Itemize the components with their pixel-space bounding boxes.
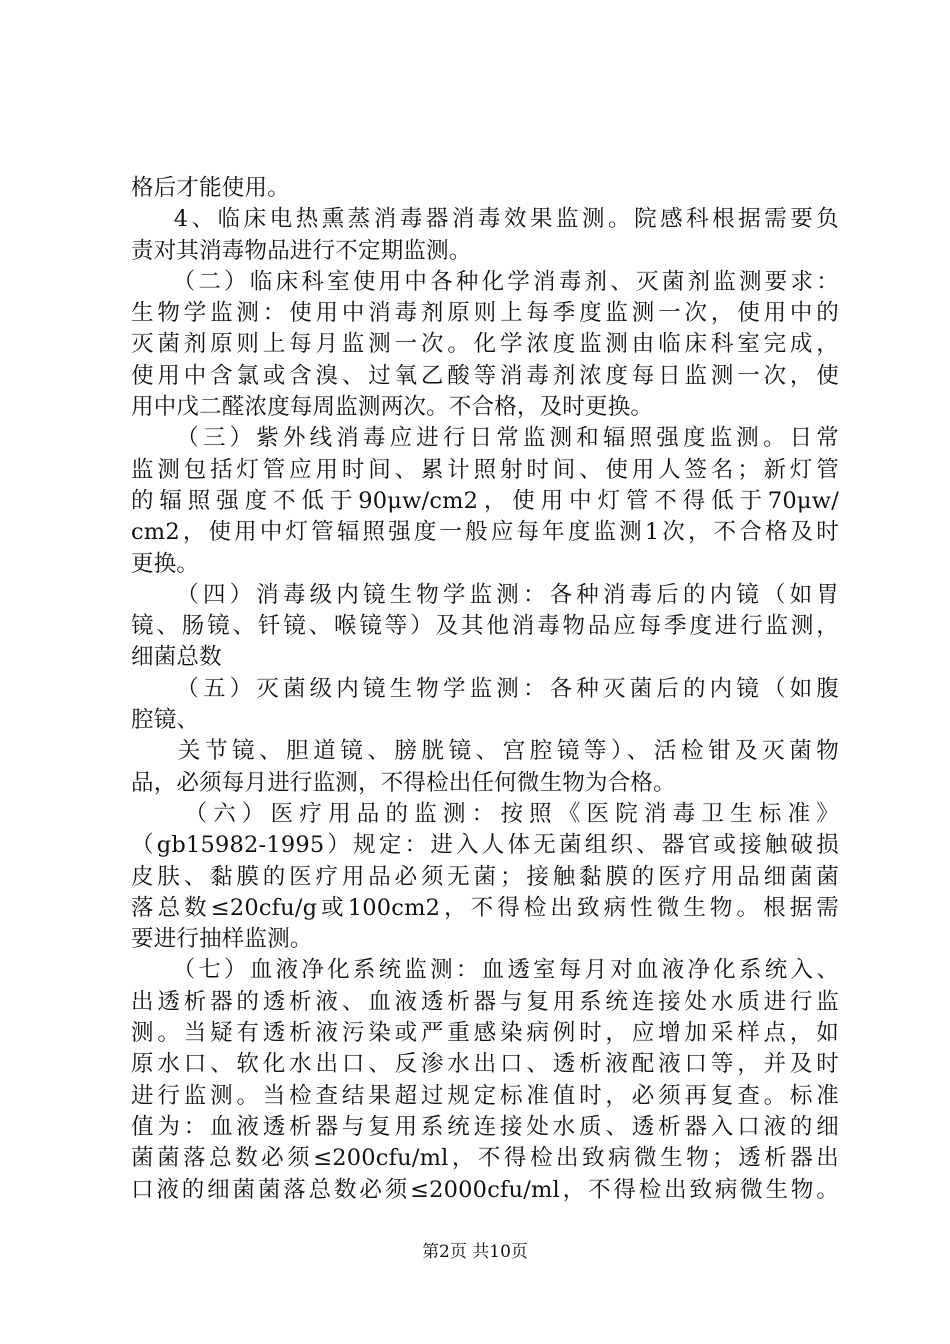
text-line: 皮肤、黏膜的医疗用品必须无菌；接触黏膜的医疗用品细菌菌 — [131, 863, 839, 890]
text-line: 出透析器的透析液、血液透析器与复用系统连接处水质进行监 — [131, 988, 839, 1015]
text-line: 值为：血液透析器与复用系统连接处水质、透析器入口液的细 — [131, 1113, 839, 1140]
text-line: cm2，使用中灯管辐照强度一般应每年度监测1次，不合格及时 — [131, 519, 839, 546]
text-line: 生物学监测：使用中消毒剂原则上每季度监测一次，使用中的 — [131, 300, 839, 327]
text-line: 菌菌落总数必须≤200cfu/ml，不得检出致病微生物；透析器出 — [131, 1145, 839, 1172]
text-line: 4、临床电热熏蒸消毒器消毒效果监测。院感科根据需要负 — [131, 206, 839, 233]
text-line: 腔镜、 — [131, 707, 200, 734]
page-number-footer: 第2页 共10页 — [422, 1242, 528, 1262]
text-line: 使用中含氯或含溴、过氧乙酸等消毒剂浓度每日监测一次，使 — [131, 362, 839, 389]
text-line: 镜、肠镜、钎镜、喉镜等）及其他消毒物品应每季度进行监测， — [131, 613, 839, 640]
text-line: 原水口、软化水出口、反渗水出口、透析液配液口等，并及时 — [131, 1051, 839, 1078]
text-line: 监测包括灯管应用时间、累计照射时间、使用人签名；新灯管 — [131, 456, 839, 483]
text-line: （七）血液净化系统监测：血透室每月对血液净化系统入、 — [131, 957, 839, 984]
text-line: 的辐照强度不低于90μw/cm2，使用中灯管不得低于70μw/ — [131, 487, 839, 514]
text-line: 落总数≤20cfu/g或100cm2，不得检出致病性微生物。根据需 — [131, 894, 839, 921]
text-line: 品，必须每月进行监测，不得检出任何微生物为合格。 — [131, 769, 676, 796]
text-line: 灭菌剂原则上每月监测一次。化学浓度监测由临床科室完成， — [131, 331, 839, 358]
text-line: 测。当疑有透析液污染或严重感染病例时，应增加采样点，如 — [131, 1020, 839, 1047]
text-line: （五）灭菌级内镜生物学监测：各种灭菌后的内镜（如腹 — [131, 675, 839, 702]
text-line: （三）紫外线消毒应进行日常监测和辐照强度监测。日常 — [131, 425, 839, 452]
text-line: （gb15982-1995）规定：进入人体无菌组织、器官或接触破损 — [131, 832, 839, 859]
text-line: 细菌总数 — [131, 644, 222, 671]
text-line: （六）医疗用品的监测：按照《医院消毒卫生标准》 — [131, 800, 839, 827]
text-line: 口液的细菌菌落总数必须≤2000cfu/ml，不得检出致病微生物。 — [131, 1176, 839, 1203]
text-line: 用中戊二醛浓度每周监测两次。不合格，及时更换。 — [131, 394, 654, 421]
text-line: 要进行抽样监测。 — [131, 926, 313, 953]
text-line: 更换。 — [131, 550, 200, 577]
text-line: 格后才能使用。 — [131, 175, 290, 201]
text-line: 责对其消毒物品进行不定期监测。 — [131, 237, 472, 264]
text-line: （二）临床科室使用中各种化学消毒剂、灭菌剂监测要求： — [131, 268, 839, 295]
text-line: 关节镜、胆道镜、膀胱镜、宫腔镜等）、活检钳及灭菌物 — [131, 738, 839, 765]
text-line: （四）消毒级内镜生物学监测：各种消毒后的内镜（如胃 — [131, 581, 839, 608]
text-line: 进行监测。当检查结果超过规定标准值时，必须再复查。标准 — [131, 1082, 839, 1109]
document-body — [131, 173, 839, 1206]
